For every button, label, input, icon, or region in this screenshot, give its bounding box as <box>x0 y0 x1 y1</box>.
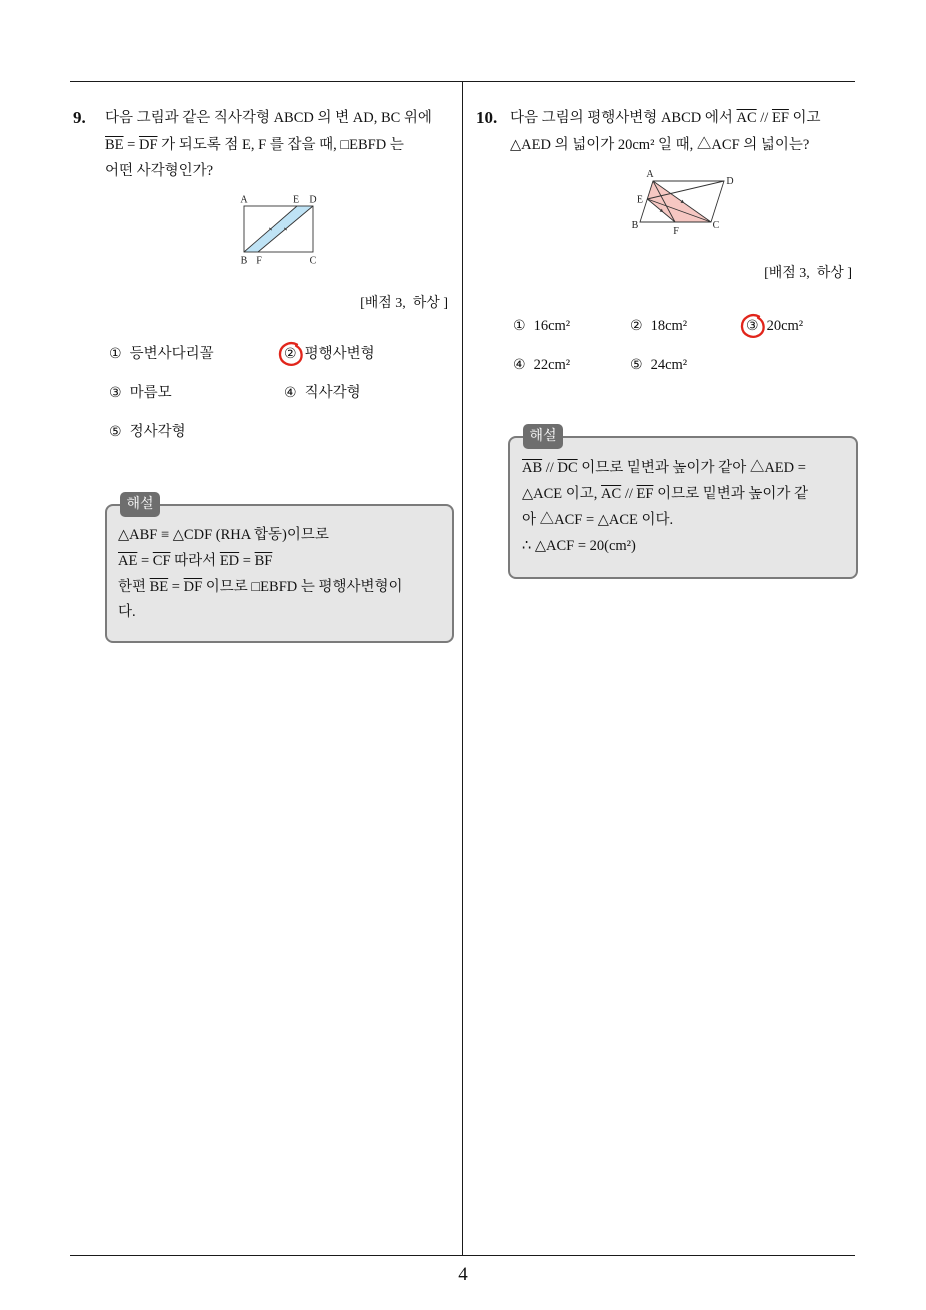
solution-line-1 <box>522 458 806 478</box>
solution-line-3 <box>118 577 403 597</box>
score-difficulty: [배점 3, 하상 ] <box>360 296 448 311</box>
question-stem-line-1 <box>510 108 821 128</box>
choice-4 <box>284 382 361 404</box>
point-label-e: E <box>636 194 643 206</box>
overline-segment: $\overline{DF}$ <box>138 137 158 153</box>
point-label-a: A <box>240 194 248 206</box>
rectangle-abcd-figure <box>236 192 326 268</box>
text-segment: 이므로 밑변과 높이가 같 <box>653 486 809 502</box>
choice-text: 24cm² <box>650 357 688 373</box>
choice-text: 직사각형 <box>304 385 361 401</box>
choice-5 <box>630 354 687 376</box>
solution-line-2 <box>118 551 272 571</box>
overline-segment: $\overline{EF}$ <box>636 486 654 502</box>
choice-text: 16cm² <box>533 318 571 334</box>
solution-line-3: 아 △ACF = △ACE 이다. <box>522 512 674 528</box>
score-difficulty: [배점 3, 하상 ] <box>764 266 852 281</box>
point-label-b: B <box>240 255 248 267</box>
text-segment: 이고 <box>788 110 821 126</box>
choice-text: 정사각형 <box>129 424 186 440</box>
choice-number: ④ <box>284 385 297 401</box>
point-label-f: F <box>256 255 262 267</box>
point-label-d: D <box>726 176 734 187</box>
choice-text: 마름모 <box>129 385 172 401</box>
text-segment: // <box>621 486 637 502</box>
text-segment: 이므로 밑변과 높이가 같아 △AED = <box>577 460 806 476</box>
overline-segment: $\overline{CF}$ <box>152 553 171 569</box>
text-segment: 가 되도록 점 E, F 를 잡을 때, □EBFD 는 <box>157 137 404 153</box>
text-segment: = <box>239 553 255 569</box>
choice-number: ① <box>109 346 122 362</box>
point-label-d: D <box>309 194 317 206</box>
overline-segment: $\overline{BE}$ <box>105 137 124 153</box>
bottom-rule <box>70 1255 855 1256</box>
solution-tag: 해설 <box>523 424 563 449</box>
overline-segment: $\overline{DF}$ <box>183 579 203 595</box>
parallelogram-ebfd-fill <box>244 206 313 252</box>
text-segment: = <box>168 579 184 595</box>
overline-segment: $\overline{BE}$ <box>149 579 169 595</box>
question-stem-line-3: 어떤 사각형인가? <box>105 163 214 179</box>
text-segment: // <box>756 110 772 126</box>
choice-number: ⑤ <box>109 424 122 440</box>
choice-1 <box>109 343 214 365</box>
red-answer-circle <box>277 339 305 369</box>
choice-3 <box>746 315 803 337</box>
overline-segment: $\overline{AB}$ <box>522 460 543 476</box>
question-stem-line-2: △AED 의 넓이가 20cm² 일 때, △ACF 의 넓이는? <box>510 137 810 153</box>
choice-number: ③ <box>109 385 122 401</box>
overline-segment: $\overline{AC}$ <box>601 486 622 502</box>
overline-segment: $\overline{BF}$ <box>254 553 273 569</box>
choice-number: ② <box>284 346 297 362</box>
choice-3 <box>109 382 172 404</box>
choice-2 <box>630 315 687 337</box>
text-segment: // <box>542 460 558 476</box>
point-label-c: C <box>712 220 720 231</box>
overline-segment: $\overline{ED}$ <box>219 553 240 569</box>
choice-text: 등변사다리꼴 <box>129 346 214 362</box>
column-divider <box>462 82 463 1256</box>
point-label-a: A <box>646 169 654 180</box>
text-segment: 한편 <box>118 579 150 595</box>
solution-line-2 <box>522 484 808 504</box>
point-label-e: E <box>292 194 300 206</box>
text-segment: = <box>137 553 153 569</box>
solution-tag: 해설 <box>120 492 160 517</box>
solution-line-1: △ABF ≡ △CDF (RHA 합동)이므로 <box>118 527 329 543</box>
choice-1 <box>513 315 570 337</box>
overline-segment: $\overline{EF}$ <box>771 110 789 126</box>
point-label-f: F <box>673 226 679 237</box>
choice-text: 18cm² <box>650 318 688 334</box>
choice-text: 22cm² <box>533 357 571 373</box>
page-number: 4 <box>458 1264 468 1285</box>
choice-number: ③ <box>746 318 759 334</box>
question-number: 9. <box>73 108 86 127</box>
choice-text: 평행사변형 <box>304 346 375 362</box>
choice-2 <box>284 343 375 365</box>
choice-5 <box>109 421 186 443</box>
overline-segment: $\overline{AE}$ <box>118 553 138 569</box>
red-answer-circle <box>739 311 767 341</box>
question-stem-line-2 <box>105 135 404 155</box>
choice-number: ② <box>630 318 643 334</box>
choice-number: ④ <box>513 357 526 373</box>
shaded-triangles-fill <box>647 181 711 222</box>
overline-segment: $\overline{AC}$ <box>736 110 757 126</box>
text-segment: = <box>123 137 139 153</box>
choice-number: ⑤ <box>630 357 643 373</box>
text-segment: 이므로 □EBFD 는 평행사변형이 <box>202 579 403 595</box>
text-segment: 다음 그림의 평행사변형 ABCD 에서 <box>510 110 737 126</box>
point-label-c: C <box>309 255 317 267</box>
solution-line-4: 다. <box>118 604 136 620</box>
choice-4 <box>513 354 570 376</box>
text-segment: △ACE 이고, <box>522 486 602 502</box>
question-stem-line-1: 다음 그림과 같은 직사각형 ABCD 의 변 AD, BC 위에 <box>105 110 432 126</box>
text-segment: 따라서 <box>170 553 220 569</box>
choice-text: 20cm² <box>766 318 804 334</box>
solution-line-4: ∴ △ACF = 20(cm²) <box>522 538 636 554</box>
parallelogram-abcd-figure <box>628 168 740 238</box>
choice-number: ① <box>513 318 526 334</box>
question-number: 10. <box>476 108 498 127</box>
point-label-b: B <box>631 220 639 231</box>
overline-segment: $\overline{DC}$ <box>557 460 578 476</box>
